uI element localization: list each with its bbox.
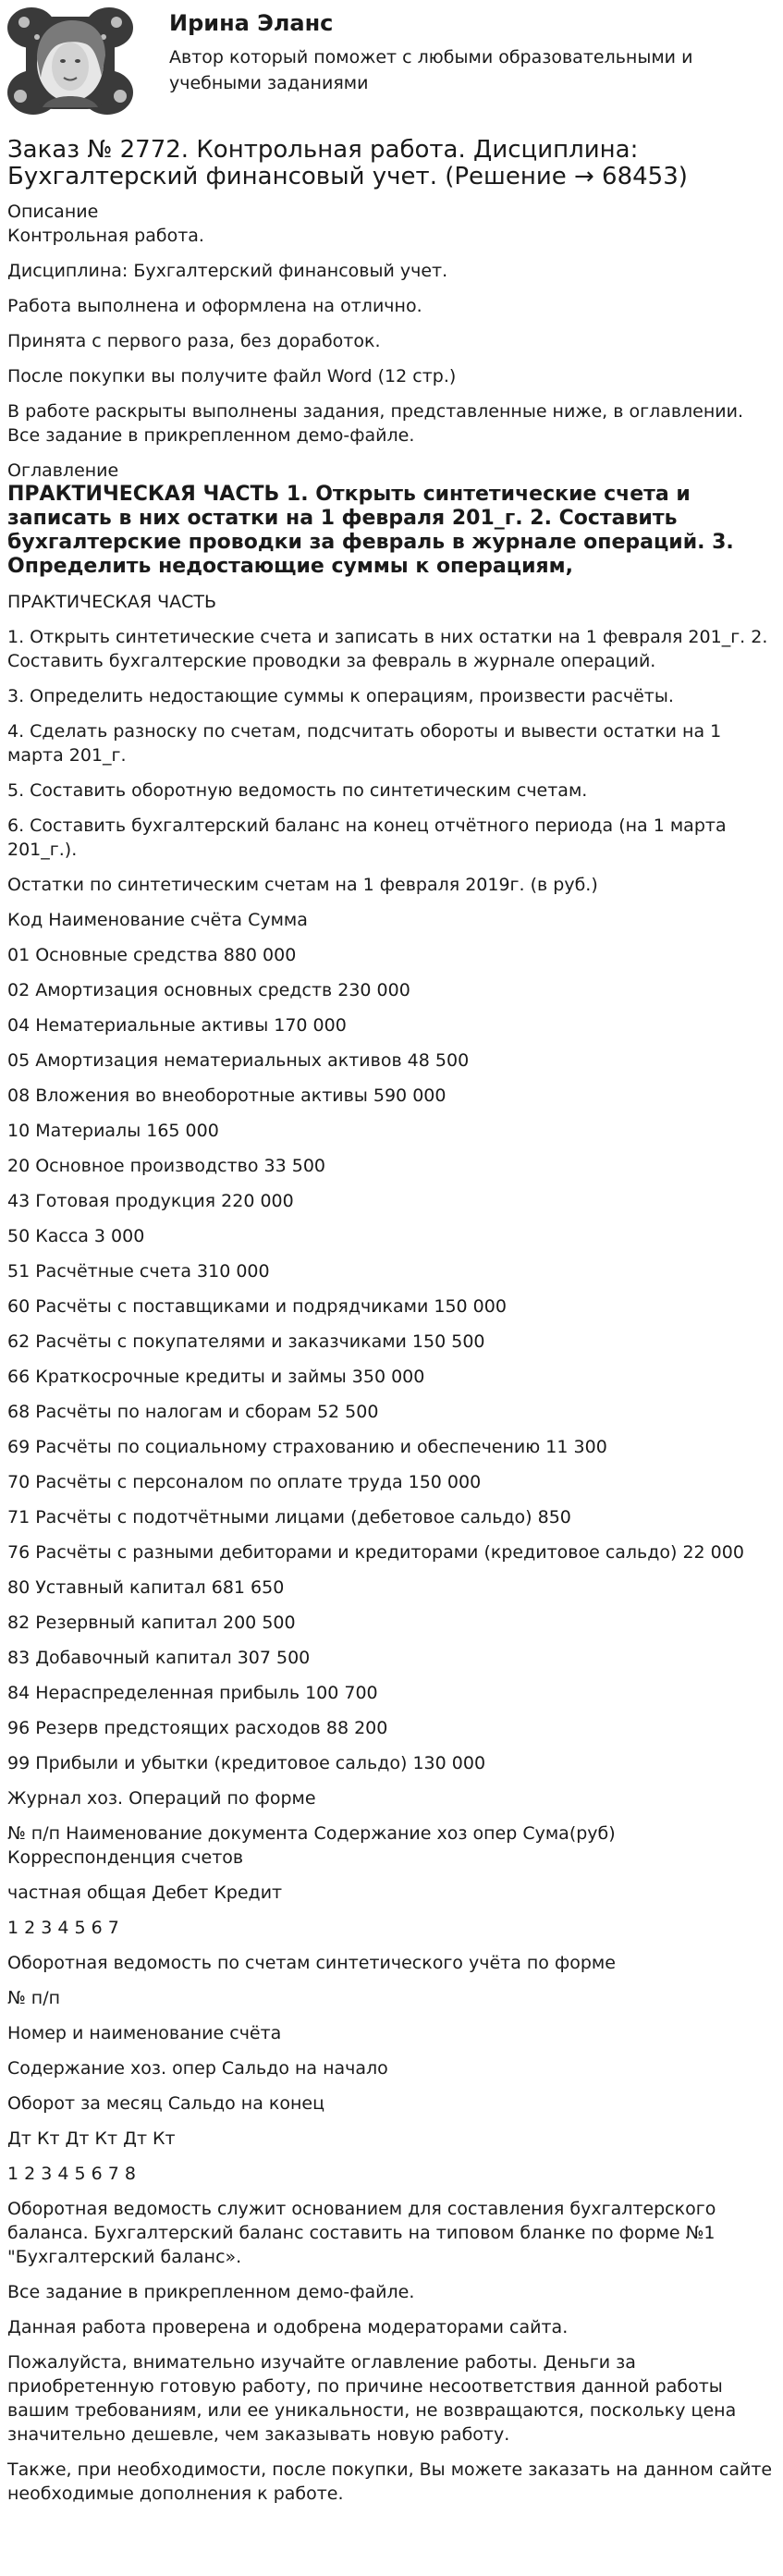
body-paragraph: Код Наименование счёта Сумма — [7, 910, 308, 930]
body-paragraph: 62 Расчёты с покупателями и заказчиками 150 500 — [7, 1331, 485, 1352]
body-paragraph: 4. Сделать разноску по счетам, подсчитать обороты и вывести остатки на 1 марта 201_г. — [7, 721, 722, 766]
body-paragraph: Пожалуйста, внимательно изучайте оглавление работы. Деньги за приобретенную готовую работу, по причине несоответствия данной работы вашим требованиям, или ее уникальности, не возвращаются, поскольку цена значительно дешевле, чем заказывать новую работу. — [7, 2352, 737, 2445]
body-paragraph: Оборотная ведомость по счетам синтетического учёта по форме — [7, 1953, 616, 1973]
body-paragraph: 82 Резервный капитал 200 500 — [7, 1613, 296, 1633]
body-paragraph: 3. Определить недостающие суммы к операциям, произвести расчёты. — [7, 686, 674, 706]
description-line: Контрольная работа. — [7, 226, 204, 246]
body-paragraph: Содержание хоз. опер Сальдо на начало — [7, 2058, 388, 2079]
toc-heading: ПРАКТИЧЕСКАЯ ЧАСТЬ 1. Открыть синтетические счета и записать в них остатки на 1 февраля 201_г. 2. Составить бухгалтерские проводки за февраль в журнале операций. 3. Определить недостающие суммы к операциям, — [7, 483, 734, 578]
toc-subheading: ПРАКТИЧЕСКАЯ ЧАСТЬ — [7, 592, 217, 612]
body-paragraph: 6. Составить бухгалтерский баланс на конец отчётного периода (на 1 марта 201_г.). — [7, 816, 727, 860]
toc-label: Оглавление — [7, 460, 119, 481]
author-card — [0, 0, 783, 126]
body-paragraph: Журнал хоз. Операций по форме — [7, 1788, 316, 1809]
body-paragraph: Все задание в прикрепленном демо-файле. — [7, 2282, 415, 2302]
body-paragraph: 50 Касса 3 000 — [7, 1226, 145, 1246]
body-paragraph: Номер и наименование счёта — [7, 2023, 282, 2043]
body-paragraphs — [7, 625, 776, 2506]
body-paragraph: 96 Резерв предстоящих расходов 88 200 — [7, 1718, 388, 1738]
description-line: Принята с первого раза, без доработок. — [7, 331, 381, 351]
author-description: Автор который поможет с любыми образовательными и учебными заданиями — [169, 47, 693, 93]
description-line: Работа выполнена и оформлена на отлично. — [7, 296, 422, 316]
body-paragraph: № п/п — [7, 1988, 61, 2008]
body-paragraph: частная общая Дебет Кредит — [7, 1883, 283, 1903]
body-paragraph: Также, при необходимости, после покупки, Вы можете заказать на данном сайте необходимые дополнения к работе. — [7, 2459, 773, 2504]
body-paragraph: 69 Расчёты по социальному страхованию и обеспечению 11 300 — [7, 1437, 607, 1457]
body-paragraph: Дт Кт Дт Кт Дт Кт — [7, 2128, 176, 2149]
body-paragraph: 71 Расчёты с подотчётными лицами (дебетовое сальдо) 850 — [7, 1507, 571, 1527]
description-line: После покупки вы получите файл Word (12 стр.) — [7, 366, 457, 386]
body-paragraph: Оборотная ведомость служит основанием для составления бухгалтерского баланса. Бухгалтерский баланс составить на типовом бланке по форме №1 "Бухгалтерский баланс». — [7, 2199, 716, 2267]
body-paragraph: 83 Добавочный капитал 307 500 — [7, 1648, 311, 1668]
body-paragraph: 66 Краткосрочные кредиты и займы 350 000 — [7, 1367, 425, 1387]
body-paragraph: Оборот за месяц Сальдо на конец — [7, 2093, 325, 2114]
body-paragraph: 76 Расчёты с разными дебиторами и кредиторами (кредитовое сальдо) 22 000 — [7, 1542, 744, 1563]
body-paragraph: 84 Нераспределенная прибыль 100 700 — [7, 1683, 378, 1703]
body-paragraph: Остатки по синтетическим счетам на 1 февраля 2019г. (в руб.) — [7, 875, 598, 895]
description-line: Дисциплина: Бухгалтерский финансовый учет. — [7, 261, 448, 281]
order-content — [0, 137, 783, 2506]
body-paragraph: 43 Готовая продукция 220 000 — [7, 1191, 294, 1211]
author-name[interactable]: Ирина Эланс — [169, 10, 334, 36]
body-paragraph: 1 2 3 4 5 6 7 — [7, 1918, 119, 1938]
body-paragraph: 10 Материалы 165 000 — [7, 1121, 219, 1141]
body-paragraph: 51 Расчётные счета 310 000 — [7, 1261, 270, 1282]
body-paragraph: 1. Открыть синтетические счета и записать в них остатки на 1 февраля 201_г. 2. Составить бухгалтерские проводки за февраль в журнале операций. — [7, 627, 768, 671]
author-avatar[interactable] — [6, 4, 135, 118]
description-label: Описание — [7, 202, 99, 222]
body-paragraph: 04 Нематериальные активы 170 000 — [7, 1015, 347, 1036]
body-paragraph: 1 2 3 4 5 6 7 8 — [7, 2164, 136, 2184]
body-paragraph: 05 Амортизация нематериальных активов 48 500 — [7, 1050, 470, 1071]
body-paragraph: 20 Основное производство 33 500 — [7, 1156, 326, 1176]
body-paragraph: 80 Уставный капитал 681 650 — [7, 1577, 285, 1598]
body-paragraph: 68 Расчёты по налогам и сборам 52 500 — [7, 1402, 379, 1422]
body-paragraph: № п/п Наименование документа Содержание хоз опер Сума(руб) Корреспонденция счетов — [7, 1823, 616, 1868]
body-paragraph: 02 Амортизация основных средств 230 000 — [7, 980, 410, 1000]
body-paragraph: 5. Составить оборотную ведомость по синтетическим счетам. — [7, 780, 588, 801]
body-paragraph: 01 Основные средства 880 000 — [7, 945, 297, 965]
avatar-image — [6, 4, 135, 118]
body-paragraph: 60 Расчёты с поставщиками и подрядчиками 150 000 — [7, 1296, 507, 1317]
body-paragraph: Данная работа проверена и одобрена модераторами сайта. — [7, 2317, 569, 2337]
body-paragraph: 08 Вложения во внеоборотные активы 590 000 — [7, 1086, 447, 1106]
body-paragraph: 70 Расчёты с персоналом по оплате труда 150 000 — [7, 1472, 482, 1492]
body-paragraph: 99 Прибыли и убытки (кредитовое сальдо) 130 000 — [7, 1753, 486, 1773]
description-line: В работе раскрыты выполнены задания, представленные ниже, в оглавлении. Все задание в прикрепленном демо-файле. — [7, 401, 744, 446]
order-title: Заказ № 2772. Контрольная работа. Дисциплина: Бухгалтерский финансовый учет. (Решение → 68453) — [7, 136, 688, 190]
